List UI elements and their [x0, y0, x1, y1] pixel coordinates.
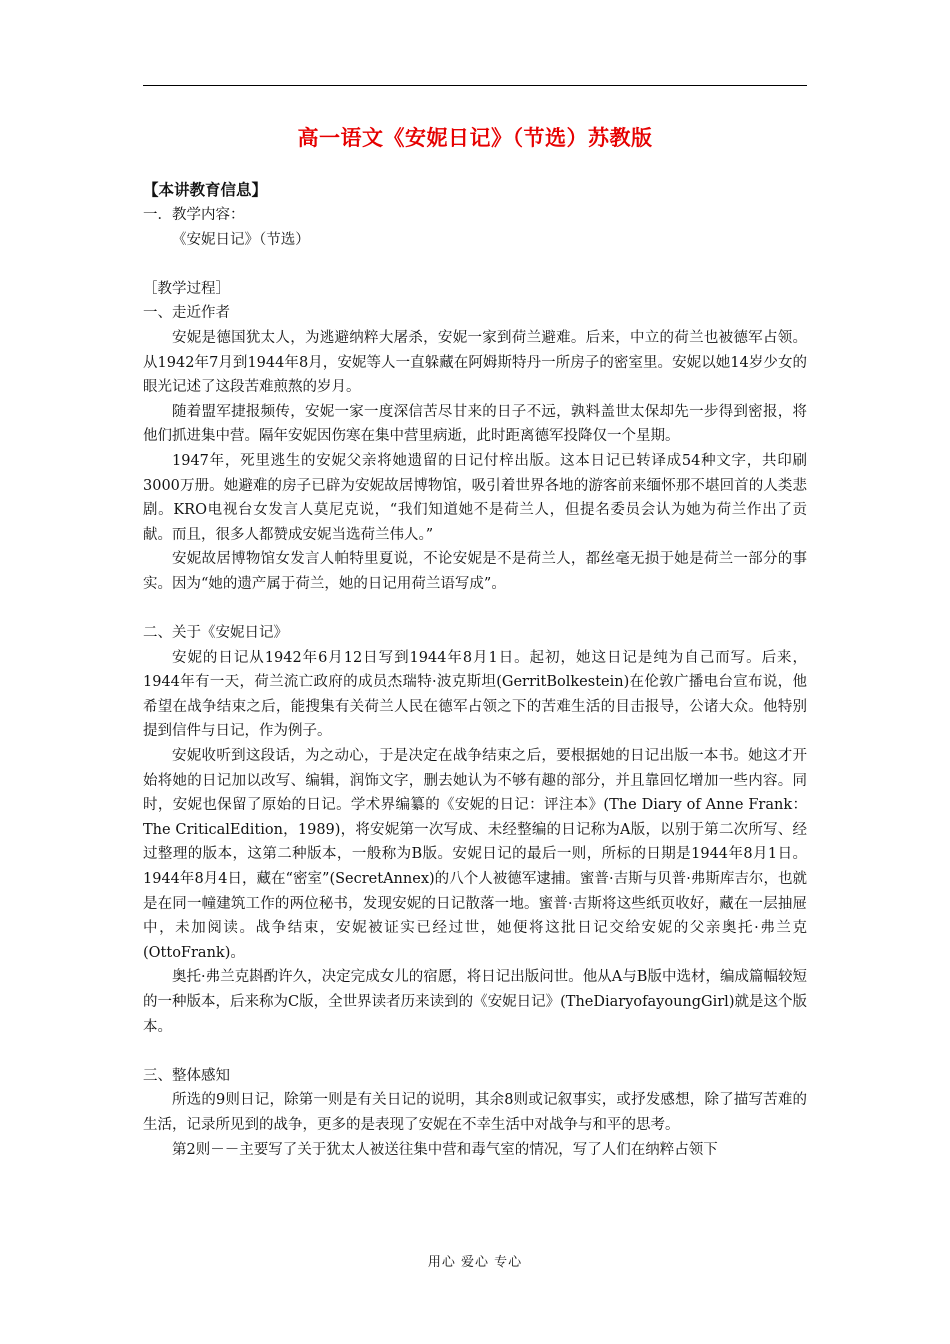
process-heading: ［教学过程］: [143, 280, 230, 297]
part2-heading: 二、关于《安妮日记》: [143, 625, 288, 642]
spacer: [143, 252, 807, 277]
part1-paragraph: 随着盟军捷报频传，安妮一家一度深信苦尽甘来的日子不远，孰料盖世太保却先一步得到密报，将他们抓进集中营。隔年安妮因伤寒在集中营里病逝，此时距离德军投降仅一个星期。: [143, 403, 807, 445]
part1-heading: 一、走近作者: [143, 305, 230, 322]
part2-paragraph: 安妮收听到这段话，为之动心，于是决定在战争结束之后，要根据她的日记出版一本书。她这才开始将她的日记加以改写、编辑，润饰文字，删去她认为不够有趣的部分，并且靠回忆增加一些内容。同时，安妮也保留了原始的日记。学术界编纂的《安妮的日记：评注本》(The Diary of Anne Frank：The CriticalEdition，1989)，将安妮第一次写成、未经整编的日记称为A版，以别于第二次所写、经过整理的版本，这第二种版本，一般称为B版。安妮日记的最后一则，所标的日期是1944年8月1日。1944年8月4日，藏在“密室”(SecretAnnex)的八个人被德军逮捕。蜜普·吉斯与贝普·弗斯库吉尔，也就是在同一幢建筑工作的两位秘书，发现安妮的日记散落一地。蜜普·吉斯将这些纸页收好，藏在一层抽屉中，未加阅读。战争结束，安妮被证实已经过世，她便将这批日记交给安妮的父亲奥托·弗兰克(OttoFrank)。: [143, 748, 807, 961]
page-footer: 用心 爱心 专心: [427, 1255, 523, 1270]
section-info-heading: 【本讲教育信息】: [143, 181, 268, 199]
spacer: [143, 1039, 807, 1064]
part2-paragraph: 奥托·弗兰克斟酌许久，决定完成女儿的宿愿，将日记出版问世。他从A与B版中选材，编成篇幅较短的一种版本，后来称为C版，全世界读者历来读到的《安妮日记》(TheDiaryofayoungGirl)就是这个版本。: [143, 969, 807, 1035]
part1-paragraph: 1947年，死里逃生的安妮父亲将她遗留的日记付梓出版。这本日记已转译成54种文字，共印刷3000万册。她避难的房子已辟为安妮故居博物馆，吸引着世界各地的游客前来缅怀那不堪回首的人类悲剧。KRO电视台女发言人莫尼克说，“我们知道她不是荷兰人，但提名委员会认为她为荷兰作出了贡献。而且，很多人都赞成安妮当选荷兰伟人。”: [143, 452, 807, 543]
document-title: 高一语文《安妮日记》（节选）苏教版: [297, 126, 653, 150]
teaching-content-label: 一．教学内容：: [143, 207, 245, 223]
part3-paragraph: 第2则－－主要写了关于犹太人被送往集中营和毒气室的情况，写了人们在纳粹占领下: [172, 1141, 718, 1158]
spacer: [143, 597, 807, 622]
header-rule: [143, 85, 807, 86]
part1-paragraph: 安妮故居博物馆女发言人帕特里夏说，不论安妮是不是荷兰人，都丝毫无损于她是荷兰一部分的事实。因为“她的遗产属于荷兰，她的日记用荷兰语写成”。: [143, 551, 807, 592]
part1-paragraph: 安妮是德国犹太人，为逃避纳粹大屠杀，安妮一家到荷兰避难。后来，中立的荷兰也被德军占领。从1942年7月到1944年8月，安妮等人一直躲藏在阿姆斯特丹一所房子的密室里。安妮以她14岁少女的眼光记述了这段苦难煎熬的岁月。: [143, 329, 807, 396]
teaching-content-value: 《安妮日记》（节选）: [172, 231, 310, 248]
document-body: [143, 177, 807, 1162]
part3-heading: 三、整体感知: [143, 1067, 230, 1084]
part3-paragraph: 所选的9则日记，除第一则是有关日记的说明，其余8则或记叙事实，或抒发感想，除了描写苦难的生活，记录所见到的战争，更多的是表现了安妮在不幸生活中对战争与和平的思考。: [143, 1092, 807, 1133]
part2-paragraph: 安妮的日记从1942年6月12日写到1944年8月1日。起初，她这日记是纯为自己而写。后来，1944年有一天，荷兰流亡政府的成员杰瑞特·波克斯坦(GerritBolkestein)在伦敦广播电台宣布说，他希望在战争结束之后，能搜集有关荷兰人民在德军占领之下的苦难生活的目击报导，公诸大众。他特别提到信件与日记，作为例子。: [143, 649, 807, 740]
